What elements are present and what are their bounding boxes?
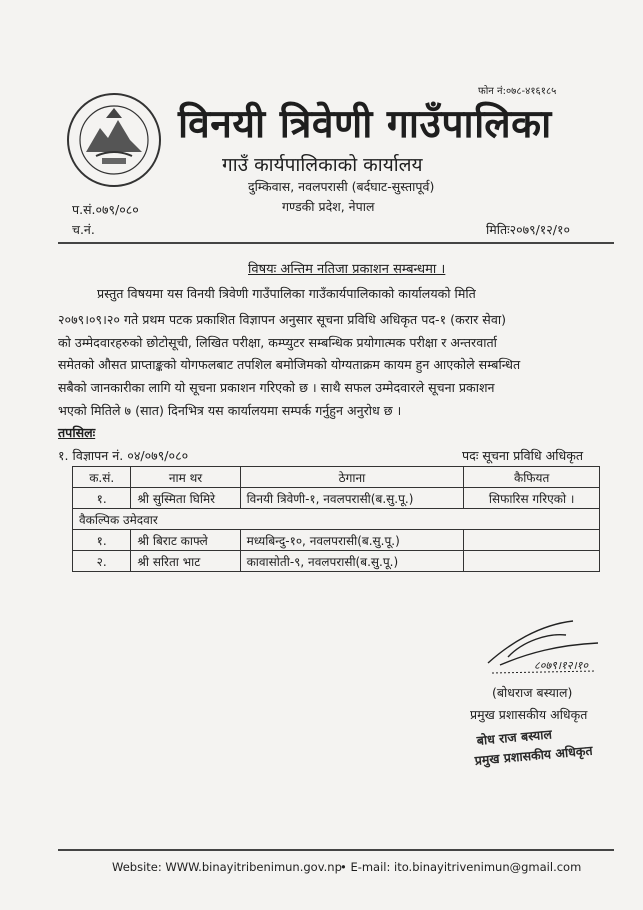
column-header: ठेगाना — [240, 467, 464, 488]
dispatch-number: च.नं. — [72, 222, 95, 237]
svg-text:८०७९।१२।१०: ८०७९।१२।१० — [534, 659, 589, 672]
table-cell — [464, 551, 600, 572]
table-cell: २. — [73, 551, 131, 572]
table-cell: १. — [73, 530, 131, 551]
table-header-row — [73, 467, 600, 488]
post-title: पदः सूचना प्रविधि अधिकृत — [462, 448, 584, 463]
body-line: समेतको औसत प्राप्ताङ्कको योगफलबाट तपशिल बमोजिमको योग्यताक्रम कायम हुन आएकोले सम्बन्धित — [58, 357, 521, 372]
results-table — [72, 466, 600, 572]
body-line: प्रस्तुत विषयमा यस विनयी त्रिवेणी गाउँपालिका गाउँकार्यपालिकाको कार्यालयको मिति — [97, 286, 476, 301]
footer-email: • E-mail: ito.binayitrivenimun@gmail.com — [340, 860, 582, 874]
table-cell: मध्यबिन्दु-१०, नवलपरासी(ब.सु.पू.) — [240, 530, 464, 551]
table-row — [73, 551, 600, 572]
address-line-1: दुम्किवास, नवलपरासी (बर्दघाट-सुस्तापूर्व) — [248, 179, 435, 194]
table-row — [73, 488, 600, 509]
column-header: कैफियत — [464, 467, 600, 488]
header-divider — [58, 242, 614, 244]
table-cell: विनयी त्रिवेणी-१, नवलपरासी(ब.सु.पू.) — [240, 488, 464, 509]
signatory-name: (बोधराज बस्याल) — [492, 685, 573, 700]
phone-number: फोन नं:०७८-४१६१८५ — [478, 86, 557, 97]
column-header: नाम थर — [131, 467, 240, 488]
table-cell: कावासोती-९, नवलपरासी(ब.सु.पू.) — [240, 551, 464, 572]
name-stamp: बोध राज बस्याल — [476, 726, 553, 748]
address-line-2: गण्डकी प्रदेश, नेपाल — [282, 199, 375, 214]
body-line: २०७९।०९।२० गते प्रथम पटक प्रकाशित विज्ञापन अनुसार सूचना प्रविधि अधिकृत पद-१ (करार सेवा) — [58, 312, 506, 327]
letter-subject: विषयः अन्तिम नतिजा प्रकाशन सम्बन्धमा । — [248, 262, 446, 277]
municipality-seal-icon — [66, 92, 162, 188]
body-line: सबैको जानकारीका लागि यो सूचना प्रकाशन गरिएको छ । साथै सफल उम्मेदवारले सूचना प्रकाशन — [58, 380, 495, 395]
letter-date: मितिः२०७९/१२/१० — [486, 222, 571, 237]
table-cell: सिफारिस गरिएको । — [464, 488, 600, 509]
municipality-title: विनयी त्रिवेणी गाउँपालिका — [178, 102, 552, 147]
footer-divider — [58, 849, 614, 851]
table-cell — [464, 530, 600, 551]
alternate-candidates-label: वैकल्पिक उमेदवार — [73, 509, 600, 530]
footer-website: Website: WWW.binayitribenimun.gov.np — [112, 860, 342, 874]
body-line: भएको मितिले ७ (सात) दिनभित्र यस कार्यालयमा सम्पर्क गर्नुहुन अनुरोध छ । — [58, 403, 402, 418]
table-row — [73, 530, 600, 551]
reference-number: प.सं.०७९/०८० — [72, 202, 139, 217]
details-heading: तपसिलः — [58, 425, 96, 440]
table-cell: श्री सुस्मिता घिमिरे — [131, 488, 240, 509]
signatory-title: प्रमुख प्रशासकीय अधिकृत — [470, 707, 588, 722]
advertisement-number: १. विज्ञापन नं. ०४/०७९/०८० — [58, 448, 189, 463]
handwritten-signature — [478, 615, 608, 690]
title-stamp: प्रमुख प्रशासकीय अधिकृत — [474, 742, 594, 768]
table-cell: १. — [73, 488, 131, 509]
column-header: क.सं. — [73, 467, 131, 488]
table-cell: श्री बिराट काफ्ले — [131, 530, 240, 551]
table-row — [73, 509, 600, 530]
body-line: को उम्मेदवारहरुको छोटोसूची, लिखित परीक्षा, कम्प्युटर सम्बन्धिक प्रयोगात्मक परीक्षा र अन्तरवार्ता — [58, 335, 497, 350]
table-cell: श्री सरिता भाट — [131, 551, 240, 572]
office-name: गाउँ कार्यपालिकाको कार्यालय — [222, 154, 423, 176]
